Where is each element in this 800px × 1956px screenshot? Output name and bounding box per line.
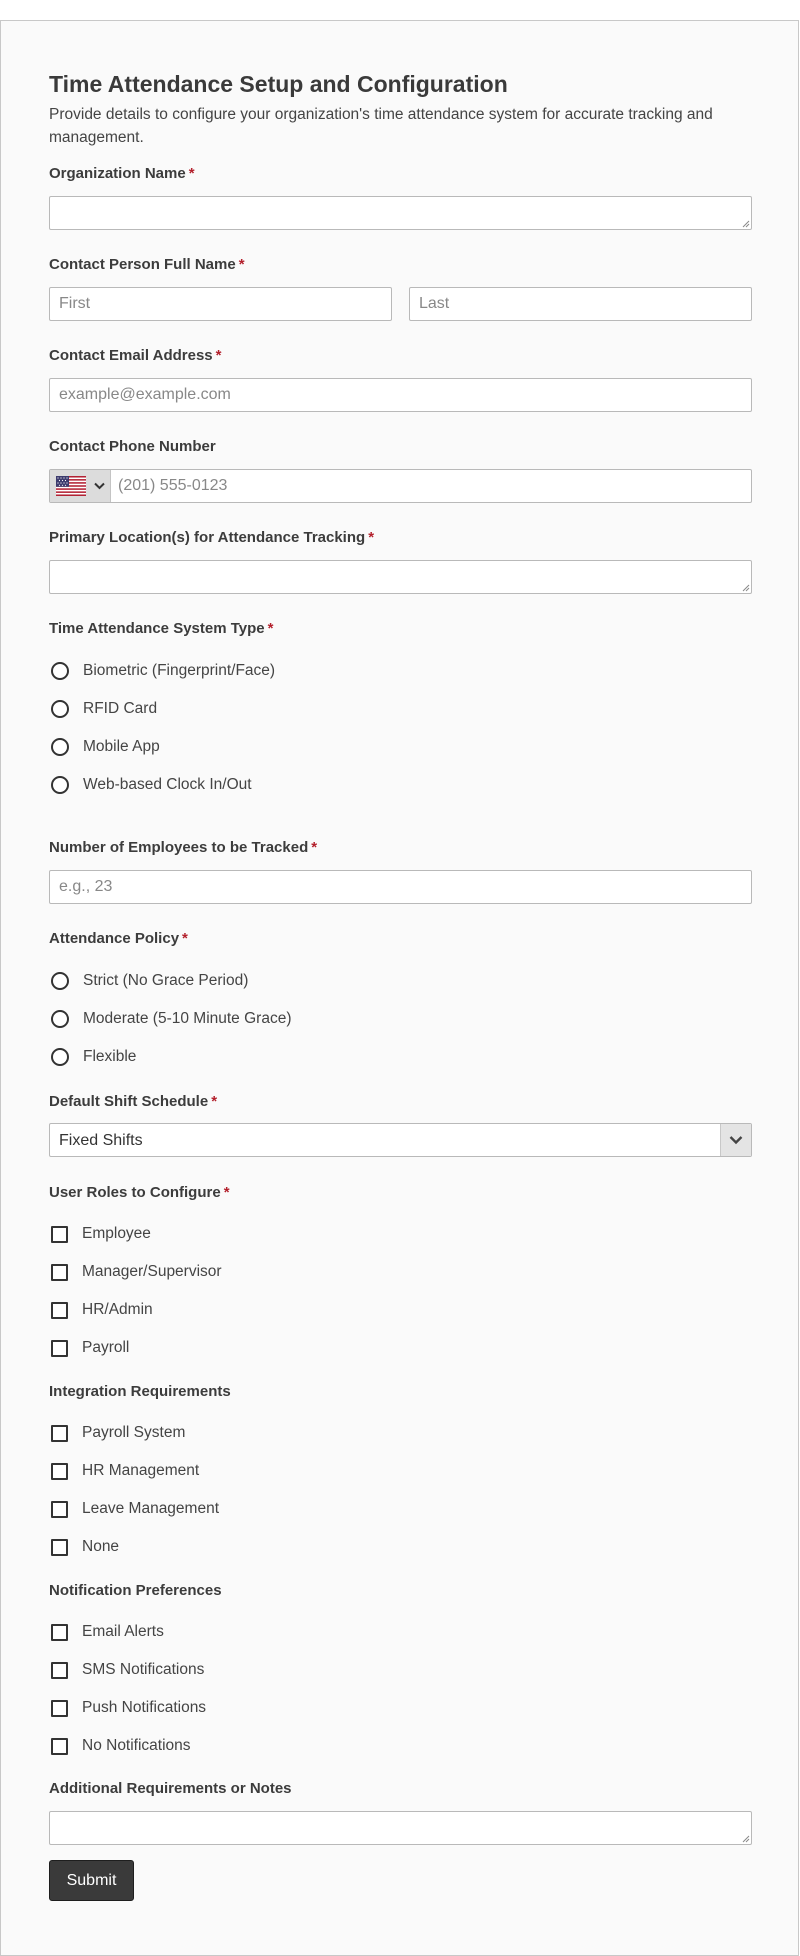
form-title: Time Attendance Setup and Configuration	[49, 71, 508, 97]
checkbox[interactable]	[51, 1340, 68, 1357]
required-mark: *	[223, 1184, 230, 1201]
required-mark: *	[188, 165, 195, 182]
required-mark: *	[267, 620, 274, 637]
org-name-label: Organization Name *	[49, 165, 195, 182]
required-mark: *	[215, 347, 222, 364]
notification-option[interactable]: Email Alerts	[49, 1621, 164, 1643]
radio-button[interactable]	[51, 662, 69, 680]
checkbox[interactable]	[51, 1624, 68, 1641]
required-mark: *	[238, 256, 245, 273]
dropdown-toggle[interactable]	[720, 1124, 751, 1156]
submit-button[interactable]: Submit	[49, 1860, 134, 1901]
required-mark: *	[211, 1093, 218, 1110]
locations-input[interactable]	[49, 560, 752, 594]
policy-option[interactable]: Moderate (5-10 Minute Grace)	[49, 1008, 291, 1030]
phone-label: Contact Phone Number	[49, 438, 216, 455]
policy-option[interactable]: Flexible	[49, 1046, 136, 1068]
integration-option[interactable]: HR Management	[49, 1460, 199, 1482]
roles-label: User Roles to Configure *	[49, 1184, 230, 1201]
system-type-option[interactable]: Biometric (Fingerprint/Face)	[49, 660, 275, 682]
role-option[interactable]: Payroll	[49, 1337, 129, 1359]
last-name-input[interactable]	[409, 287, 752, 321]
required-mark: *	[182, 930, 188, 947]
form-description: Provide details to configure your organization's time attendance system for accurate tracking and management.	[49, 106, 713, 146]
policy-option[interactable]: Strict (No Grace Period)	[49, 970, 248, 992]
radio-button[interactable]	[51, 776, 69, 794]
chevron-down-icon	[729, 1135, 743, 1145]
system-type-label: Time Attendance System Type *	[49, 620, 274, 637]
locations-label: Primary Location(s) for Attendance Tracking *	[49, 529, 375, 546]
shift-select[interactable]	[49, 1123, 752, 1157]
email-label: Contact Email Address *	[49, 347, 222, 364]
checkbox[interactable]	[51, 1463, 68, 1480]
checkbox[interactable]	[51, 1700, 68, 1717]
radio-button[interactable]	[51, 700, 69, 718]
first-name-input[interactable]	[49, 287, 392, 321]
email-input[interactable]	[49, 378, 752, 412]
role-option[interactable]: Manager/Supervisor	[49, 1261, 222, 1283]
us-flag-icon	[56, 476, 86, 496]
checkbox[interactable]	[51, 1264, 68, 1281]
employees-input[interactable]	[49, 870, 752, 904]
role-option[interactable]: Employee	[49, 1223, 151, 1245]
system-type-option[interactable]: Web-based Clock In/Out	[49, 774, 252, 796]
integration-option[interactable]: Leave Management	[49, 1498, 219, 1520]
contact-name-label: Contact Person Full Name *	[49, 256, 245, 273]
radio-button[interactable]	[51, 1010, 69, 1028]
radio-button[interactable]	[51, 738, 69, 756]
integrations-label: Integration Requirements	[49, 1383, 231, 1400]
shift-selected-value: Fixed Shifts	[59, 1132, 143, 1149]
phone-field	[49, 469, 752, 503]
phone-input[interactable]	[112, 470, 754, 502]
checkbox[interactable]	[51, 1738, 68, 1755]
role-option[interactable]: HR/Admin	[49, 1299, 153, 1321]
country-code-select[interactable]	[50, 470, 111, 502]
required-mark: *	[311, 839, 318, 856]
chevron-down-icon	[94, 482, 105, 490]
notes-label: Additional Requirements or Notes	[49, 1780, 292, 1797]
checkbox[interactable]	[51, 1539, 68, 1556]
checkbox[interactable]	[51, 1662, 68, 1679]
system-type-option[interactable]: Mobile App	[49, 736, 160, 758]
checkbox[interactable]	[51, 1501, 68, 1518]
notifications-label: Notification Preferences	[49, 1582, 222, 1599]
form-card	[0, 20, 799, 1956]
employees-label: Number of Employees to be Tracked *	[49, 839, 318, 856]
checkbox[interactable]	[51, 1302, 68, 1319]
checkbox[interactable]	[51, 1425, 68, 1442]
notification-option[interactable]: No Notifications	[49, 1735, 191, 1757]
radio-button[interactable]	[51, 972, 69, 990]
notes-input[interactable]	[49, 1811, 752, 1845]
integration-option[interactable]: None	[49, 1536, 119, 1558]
shift-label: Default Shift Schedule *	[49, 1093, 218, 1110]
checkbox[interactable]	[51, 1226, 68, 1243]
policy-label: Attendance Policy *	[49, 930, 188, 947]
notification-option[interactable]: Push Notifications	[49, 1697, 206, 1719]
notification-option[interactable]: SMS Notifications	[49, 1659, 204, 1681]
required-mark: *	[368, 529, 375, 546]
radio-button[interactable]	[51, 1048, 69, 1066]
system-type-option[interactable]: RFID Card	[49, 698, 157, 720]
integration-option[interactable]: Payroll System	[49, 1422, 185, 1444]
org-name-input[interactable]	[49, 196, 752, 230]
